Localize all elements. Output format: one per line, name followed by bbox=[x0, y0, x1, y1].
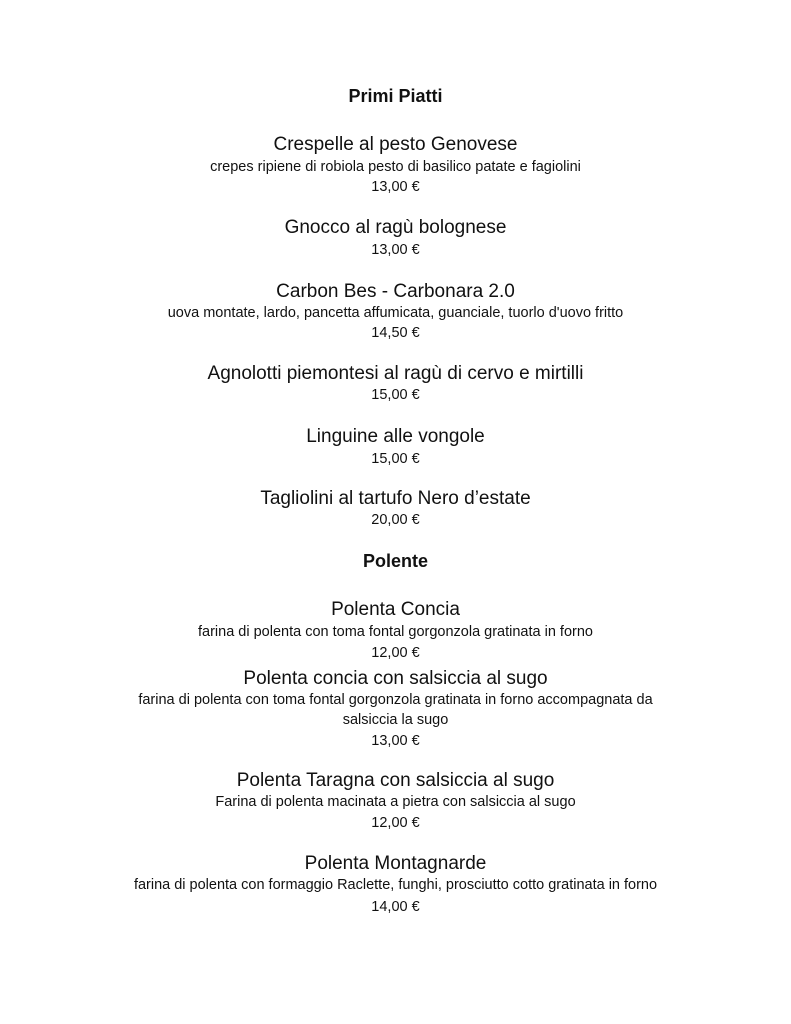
dish-description: farina di polenta con toma fontal gorgonzola gratinata in forno accompagnata da bbox=[138, 692, 653, 708]
dish-price: 14,00 € bbox=[371, 899, 420, 915]
dish-name: Polenta concia con salsiccia al sugo bbox=[243, 668, 548, 689]
dish-description: salsiccia la sugo bbox=[342, 712, 449, 728]
dish-description: uova montate, lardo, pancetta affumicata, guanciale, tuorlo d'uovo fritto bbox=[167, 305, 624, 321]
dish-name: Polenta Concia bbox=[331, 599, 460, 620]
dish-description: farina di polenta con toma fontal gorgonzola gratinata in forno bbox=[198, 624, 593, 640]
dish-price: 13,00 € bbox=[371, 179, 420, 195]
dish-price: 13,00 € bbox=[371, 242, 420, 258]
dish-price: 12,00 € bbox=[371, 815, 420, 831]
dish-name: Polenta Taragna con salsiccia al sugo bbox=[236, 770, 555, 791]
dish-price: 20,00 € bbox=[371, 512, 420, 528]
dish-name: Crespelle al pesto Genovese bbox=[273, 134, 518, 155]
dish-price: 15,00 € bbox=[371, 451, 420, 467]
dish-price: 12,00 € bbox=[371, 645, 420, 661]
dish-name: Agnolotti piemontesi al ragù di cervo e mirtilli bbox=[207, 363, 584, 384]
dish-name: Gnocco al ragù bolognese bbox=[284, 217, 507, 238]
dish-price: 13,00 € bbox=[371, 733, 420, 749]
dish-name: Polenta Montagnarde bbox=[304, 853, 487, 874]
dish-price: 14,50 € bbox=[371, 325, 420, 341]
dish-description: farina di polenta con formaggio Raclette, funghi, prosciutto cotto gratinata in forno bbox=[133, 877, 658, 893]
dish-name: Linguine alle vongole bbox=[306, 426, 485, 447]
dish-description: crepes ripiene di robiola pesto di basilico patate e fagiolini bbox=[210, 159, 581, 175]
section-heading-primi-piatti: Primi Piatti bbox=[348, 86, 443, 106]
dish-description: Farina di polenta macinata a pietra con salsiccia al sugo bbox=[215, 794, 576, 810]
dish-name: Carbon Bes - Carbonara 2.0 bbox=[276, 281, 515, 302]
section-heading-polente: Polente bbox=[362, 551, 428, 571]
dish-name: Tagliolini al tartufo Nero d’estate bbox=[260, 488, 531, 509]
dish-price: 15,00 € bbox=[371, 387, 420, 403]
